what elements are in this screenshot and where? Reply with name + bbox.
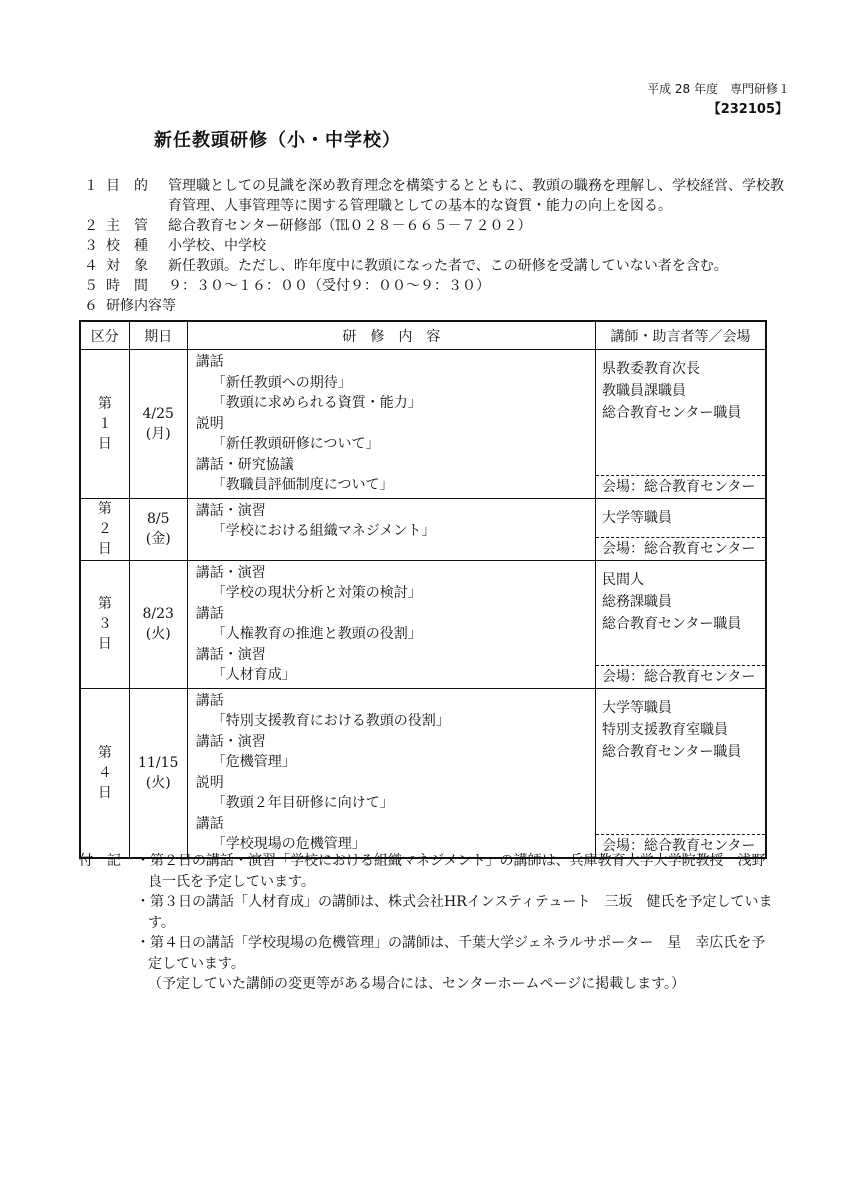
info-value: ９：３０～１６：００（受付９：００～９：３０） — [168, 278, 490, 294]
session-date — [129, 498, 187, 560]
info-value: 総合教育センター研修部（℡０２８－６６５－７２０２） — [168, 218, 532, 234]
header-lecturer: 講師・助言者等／会場 — [595, 321, 766, 350]
lecturer-name: 県教委教育次長 — [601, 361, 700, 377]
session-format: 講話・研究協議 — [195, 456, 294, 473]
date-value: 8/23 — [142, 606, 174, 622]
day-label-char: 日 — [97, 636, 112, 652]
day-label — [80, 688, 129, 858]
venue-label: 会場：総合教育センター — [596, 665, 765, 688]
info-line — [84, 216, 531, 236]
weekday-value: (月) — [145, 425, 171, 442]
lecturer-name: 民間人 — [601, 571, 644, 588]
lecturer-name: 総合教育センター職員 — [601, 743, 742, 760]
weekday-value: (火) — [145, 774, 171, 791]
lecturer-name: 総務課職員 — [601, 593, 672, 610]
session-topic: 「人材育成」 — [211, 667, 296, 683]
session-format: 講話・演習 — [195, 502, 266, 519]
day-label-char: ２ — [97, 521, 112, 537]
day-label-char: 第 — [97, 744, 112, 761]
day-label — [80, 350, 129, 499]
venue-label: 会場：総合教育センター — [596, 537, 765, 560]
info-number: ４ — [84, 258, 98, 274]
day-label-char: 第 — [97, 596, 112, 612]
weekday-value: (火) — [145, 626, 171, 642]
info-number: ２ — [84, 218, 98, 234]
page-title: 新任教頭研修（小・中学校） — [154, 130, 401, 151]
session-format: 講話 — [195, 354, 224, 370]
session-topic: 「特別支援教育における教頭の役割」 — [211, 713, 450, 729]
info-number: １ — [84, 178, 98, 194]
day-label — [80, 498, 129, 560]
content-cell — [187, 498, 595, 560]
lecturer-name: 教職員課職員 — [601, 383, 686, 399]
weekday-value: (金) — [145, 531, 171, 547]
day-label-char: 第 — [97, 501, 112, 517]
table-row — [80, 350, 766, 499]
info-label: 主 管 — [106, 218, 148, 234]
lecturer-cell — [595, 350, 766, 499]
lecturer-cell — [595, 688, 766, 858]
info-line — [84, 276, 490, 296]
session-date — [129, 688, 187, 858]
date-value: 8/5 — [146, 511, 170, 527]
session-topic: 「人権教育の推進と教頭の役割」 — [211, 626, 422, 642]
session-topic: 「教職員評価制度について」 — [211, 477, 394, 493]
session-topic: 「危機管理」 — [211, 754, 296, 770]
header-date: 期日 — [129, 321, 187, 350]
header-content: 研 修 内 容 — [187, 321, 595, 350]
notes-label: 付 記 — [79, 853, 121, 869]
table-row — [80, 560, 766, 688]
session-topic: 「学校現場の危機管理」 — [211, 836, 366, 852]
info-number: ３ — [84, 238, 98, 254]
notes-body — [136, 851, 780, 995]
day-label — [80, 560, 129, 688]
lecturer-name: 大学等職員 — [601, 699, 672, 716]
session-date — [129, 560, 187, 688]
table-row — [80, 688, 766, 858]
info-number: ５ — [84, 278, 98, 294]
info-label: 時 間 — [106, 278, 148, 294]
info-line — [168, 196, 672, 216]
info-label: 目 的 — [106, 178, 148, 194]
table-row — [80, 498, 766, 560]
content-cell — [187, 350, 595, 499]
schedule-table — [79, 320, 767, 859]
day-label-char: 第 — [97, 395, 112, 412]
session-topic: 「教頭２年目研修に向けて」 — [211, 795, 394, 811]
session-format: 講話 — [195, 815, 224, 832]
lecturer-cell — [595, 560, 766, 688]
session-format: 講話・演習 — [195, 646, 266, 663]
info-line — [84, 176, 784, 196]
session-date — [129, 350, 187, 499]
info-line — [84, 296, 176, 316]
session-topic: 「学校における組織マネジメント」 — [211, 523, 436, 539]
note-item: ・第３日の講話「人材育成」の講師は、株式会社HRインスティテュート 三坂 健氏を予定しています。 — [136, 894, 773, 931]
day-label-char: ３ — [97, 616, 112, 632]
info-label: 校 種 — [106, 238, 148, 254]
info-value: 小学校、中学校 — [168, 238, 266, 254]
session-format: 講話 — [195, 692, 224, 709]
note-item: ・第２日の講話・演習「学校における組織マネジメント」の講師は、兵庫教育大学大学院教授 浅野 良一氏を予定しています。 — [136, 853, 780, 890]
lecturer-cell — [595, 498, 766, 560]
date-value: 4/25 — [142, 405, 174, 422]
info-value: 新任教頭。ただし、昨年度中に教頭になった者で、この研修を受講していない者を含む。 — [168, 258, 728, 274]
day-label-char: 日 — [97, 435, 112, 452]
header-kubun: 区分 — [80, 321, 129, 350]
date-value: 11/15 — [138, 754, 179, 771]
session-format: 説明 — [195, 774, 224, 791]
session-topic: 「学校の現状分析と対策の検討」 — [211, 585, 422, 601]
info-value: 管理職としての見識を深め教育理念を構築するとともに、教頭の職務を理解し、学校経営、学校教 — [168, 178, 784, 194]
info-line — [84, 236, 266, 256]
lecturer-name: 特別支援教育室職員 — [601, 721, 728, 738]
table-header-row — [80, 321, 766, 350]
info-number: ６ — [84, 298, 98, 314]
day-label-char: ４ — [97, 764, 112, 781]
course-code: 【232105】 — [707, 102, 788, 117]
lecturer-name: 総合教育センター職員 — [601, 615, 742, 632]
venue-label: 会場：総合教育センター — [596, 475, 765, 498]
info-label: 対 象 — [106, 258, 148, 274]
info-value: 育管理、人事管理等に関する管理職としての基本的な資質・能力の向上を図る。 — [168, 198, 672, 214]
day-label-char: １ — [97, 415, 112, 432]
note-remark: （予定していた講師の変更等がある場合には、センターホームページに掲載します。） — [148, 976, 686, 992]
content-cell — [187, 560, 595, 688]
day-label-char: 日 — [97, 541, 112, 557]
note-item: ・第４日の講話「学校現場の危機管理」の講師は、千葉大学ジェネラルサポーター 星 幸広氏を予定しています。 — [136, 935, 766, 972]
lecturer-name: 総合教育センター職員 — [601, 405, 742, 421]
session-topic: 「新任教頭研修について」 — [211, 436, 380, 452]
day-label-char: 日 — [97, 784, 112, 801]
info-label: 研修内容等 — [106, 298, 176, 314]
session-topic: 「新任教頭への期待」 — [211, 374, 352, 391]
venue-label: 会場：総合教育センター — [596, 834, 765, 857]
fiscal-year-label: 平成 28 年度 専門研修１ — [647, 82, 790, 96]
session-format: 説明 — [195, 415, 224, 432]
info-line — [84, 256, 728, 276]
session-topic: 「教頭に求められる資質・能力」 — [211, 395, 422, 411]
session-format: 講話・演習 — [195, 733, 266, 750]
content-cell — [187, 688, 595, 858]
session-format: 講話・演習 — [195, 564, 266, 581]
session-format: 講話 — [195, 605, 224, 622]
lecturer-name: 大学等職員 — [601, 509, 672, 526]
